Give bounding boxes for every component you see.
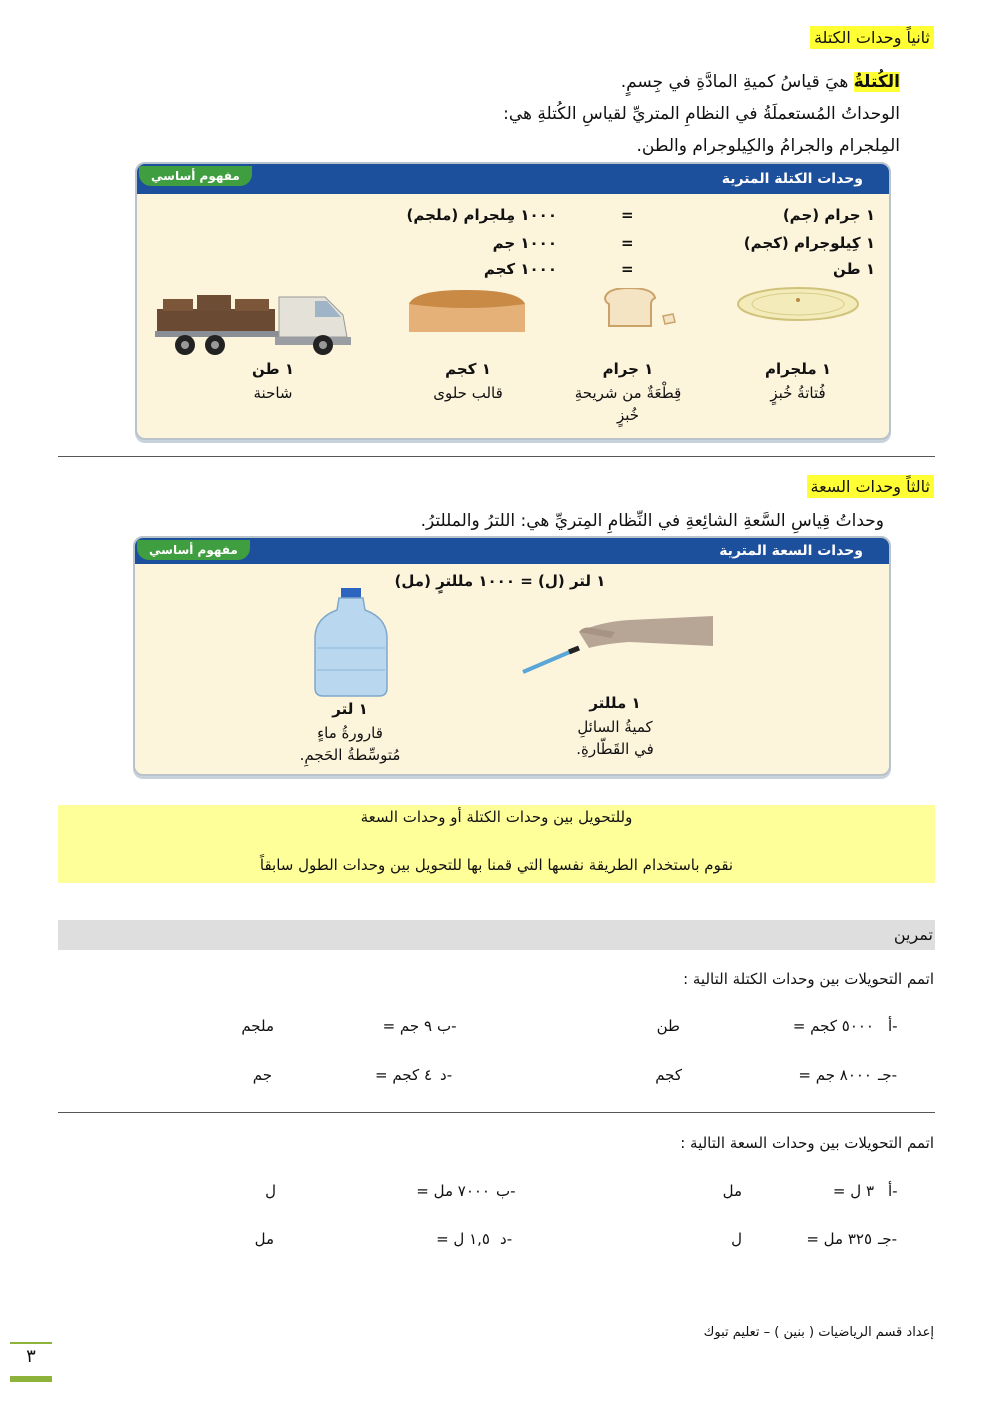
item-expression: ٧٠٠٠ مل = bbox=[416, 1182, 490, 1200]
equals-sign: = bbox=[621, 206, 634, 224]
item-expression: ٩ جم = bbox=[382, 1017, 432, 1035]
item-expression: ٤ كجم = bbox=[375, 1066, 432, 1084]
answer-unit: ل bbox=[731, 1230, 742, 1248]
bread-crumb-icon bbox=[735, 286, 861, 322]
mass-item-desc: فُتاتةُ خُبزٍ bbox=[770, 384, 826, 402]
divider bbox=[58, 1112, 935, 1113]
mass-item-unit: ١ كجم bbox=[445, 360, 491, 378]
mass-item-unit: ١ جرام bbox=[602, 360, 654, 378]
answer-unit: مل bbox=[722, 1182, 742, 1200]
mass-box-header: وحدات الكتلة المترية bbox=[137, 164, 889, 194]
answer-unit: كجم bbox=[655, 1066, 682, 1084]
mass-row-right: ١٠٠٠ مِلجرام (ملجم) bbox=[406, 206, 557, 224]
item-expression: ١,٥ ل = bbox=[436, 1230, 490, 1248]
mass-item-desc: قِطْعَةٌ من شريحةِ خُبزٍ bbox=[574, 384, 682, 424]
mass-item-desc: قالب حلوى bbox=[433, 384, 503, 402]
capacity-equation: ١ لتر (ل) = ١٠٠٠ مللترٍ (مل) bbox=[394, 572, 606, 590]
footer-credit: إعداد قسم الرياضيات ( بنين ) – تعليم تبوك bbox=[703, 1325, 934, 1340]
cake-loaf-icon bbox=[405, 288, 529, 336]
item-label: د- bbox=[500, 1230, 513, 1248]
note-line: نقوم باستخدام الطريقة نفسها التي قمنا بها للتحويل بين وحدات الطول سابقاً bbox=[259, 856, 734, 874]
mass-row-left: ١ كِيلوجرام (كجم) bbox=[743, 234, 875, 252]
capacity-item-unit: ١ مللتر bbox=[589, 694, 641, 712]
mass-units-list: المِلجرام والجرامُ والكِيلوجرام والطن. bbox=[636, 136, 900, 156]
exercise-heading: تمرين bbox=[893, 925, 933, 944]
capacity-item-desc: كميةُ السائلِ bbox=[577, 718, 653, 736]
answer-unit: ملجم bbox=[241, 1017, 274, 1035]
equals-sign: = bbox=[621, 234, 634, 252]
capacity-section-title: ثالثاً وحدات السعة bbox=[807, 475, 935, 498]
exercise-heading-bar bbox=[58, 920, 935, 950]
mass-section-title: ثانياً وحدات الكتلة bbox=[810, 26, 934, 49]
capacity-intro: وحداتُ قِياسِ السَّعةِ الشائِعةِ في النِّظامِ المِتريِّ هي: اللترُ والمللترُ. bbox=[420, 511, 884, 531]
conversion-note bbox=[58, 805, 935, 883]
item-expression: ٣٢٥ مل = bbox=[806, 1230, 872, 1248]
capacity-box-header: وحدات السعة المترية bbox=[135, 538, 889, 564]
item-expression: ٥٠٠٠ كجم = bbox=[792, 1017, 874, 1035]
mass-row-right: ١٠٠٠ جم bbox=[492, 234, 557, 252]
item-label: ب- bbox=[437, 1017, 457, 1035]
capacity-item-desc: في القَطّارةِ. bbox=[576, 740, 654, 758]
item-label: أ- bbox=[888, 1017, 898, 1035]
mass-item-unit: ١ طن bbox=[251, 360, 294, 378]
capacity-concept-box bbox=[133, 536, 891, 776]
key-concept-tag: مفهوم أساسي bbox=[139, 166, 252, 186]
mass-row-left: ١ طن bbox=[832, 260, 875, 278]
mass-definition-text: هيَ قياسُ كميةِ المادَّةِ في جِسمٍ. bbox=[620, 72, 849, 92]
mass-concept-box bbox=[135, 162, 891, 440]
answer-unit: جم bbox=[252, 1066, 272, 1084]
mass-units-line: الوحداتُ المُستعملَةُ في النظامِ المتريِّ لقياسِ الكُتلةِ هي: bbox=[503, 104, 900, 124]
mass-row-right: ١٠٠٠ كجم bbox=[483, 260, 557, 278]
page-number: ٣ bbox=[26, 1346, 36, 1367]
mass-item-desc: شاحنة bbox=[253, 384, 293, 402]
dropper-icon bbox=[519, 602, 713, 676]
equals-sign: = bbox=[621, 260, 634, 278]
answer-unit: طن bbox=[656, 1017, 680, 1035]
water-bottle-icon bbox=[313, 588, 389, 700]
answer-unit: مل bbox=[254, 1230, 274, 1248]
mass-exercise-prompt: اتمم التحويلات بين وحدات الكتلة التالية : bbox=[683, 970, 934, 988]
bread-slice-icon bbox=[601, 288, 681, 330]
capacity-item-desc: مُتوسِّطةُ الحَجمِ. bbox=[299, 746, 401, 764]
item-label: ب- bbox=[496, 1182, 516, 1200]
truck-icon bbox=[155, 289, 395, 357]
item-label: جـ- bbox=[878, 1066, 898, 1084]
mass-definition-term: الكُتلةُ bbox=[853, 72, 900, 92]
item-expression: ٨٠٠٠ جم = bbox=[798, 1066, 872, 1084]
mass-row-left: ١ جرام (جم) bbox=[782, 206, 875, 224]
divider bbox=[58, 456, 935, 457]
mass-item-unit: ١ ملجرام bbox=[764, 360, 832, 378]
key-concept-tag: مفهوم أساسي bbox=[137, 540, 250, 560]
capacity-item-desc: قارورةُ ماءٍ bbox=[317, 724, 383, 742]
item-label: د- bbox=[440, 1066, 453, 1084]
note-line: وللتحويل بين وحدات الكتلة أو وحدات السعة bbox=[360, 808, 633, 826]
answer-unit: ل bbox=[265, 1182, 276, 1200]
capacity-item-unit: ١ لتر bbox=[332, 700, 368, 718]
item-expression: ٣ ل = bbox=[832, 1182, 874, 1200]
capacity-exercise-prompt: اتمم التحويلات بين وحدات السعة التالية : bbox=[680, 1134, 934, 1152]
item-label: جـ- bbox=[878, 1230, 898, 1248]
page-number-rule-bottom bbox=[10, 1376, 52, 1382]
page-number-rule-top bbox=[10, 1342, 52, 1344]
mass-intro bbox=[80, 66, 900, 162]
item-label: أ- bbox=[888, 1182, 898, 1200]
